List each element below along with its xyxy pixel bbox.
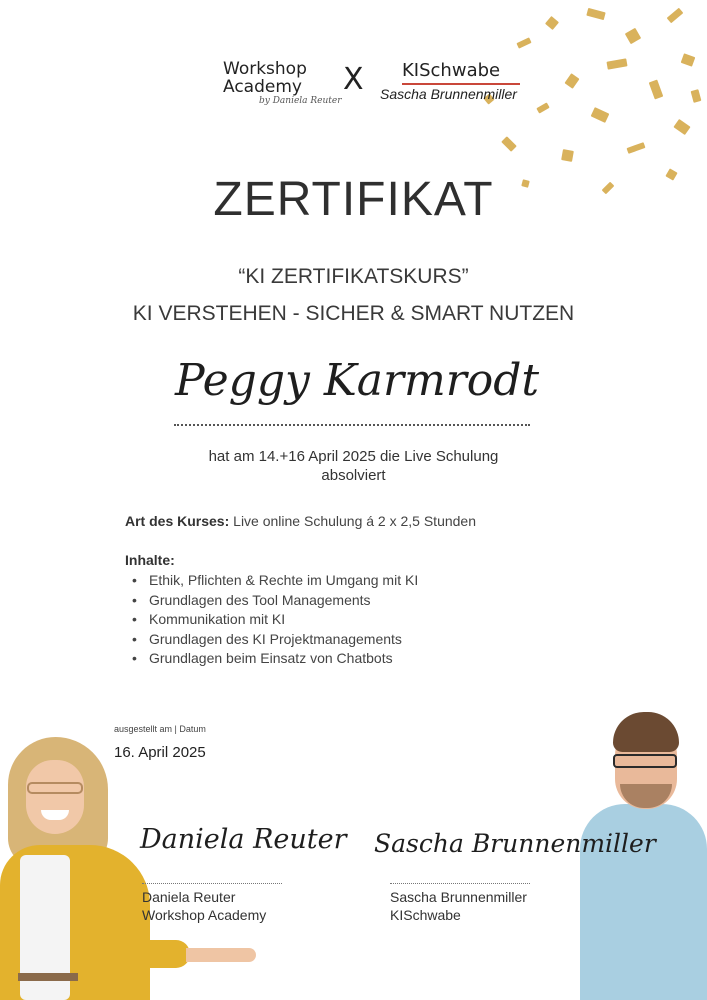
course-type-value: Live online Schulung á 2 x 2,5 Stunden: [229, 513, 477, 529]
signatory-left: [142, 888, 266, 924]
list-item: • Grundlagen des Tool Managements: [132, 591, 418, 611]
issued-label: ausgestellt am | Datum: [114, 724, 206, 734]
completion-statement: [0, 447, 707, 485]
recipient-dotted-line: [174, 424, 530, 426]
recipient-signature: Peggy Karmrodt: [175, 355, 540, 406]
signature-line-right: [390, 883, 530, 884]
signature-daniela-reuter: Daniela Reuter: [140, 824, 347, 855]
kischwabe-brand: KISchwabe: [402, 60, 501, 81]
logo-line-2: Academy: [223, 77, 302, 97]
presenting-hand: [120, 940, 255, 968]
logo-signature: by Daniela Reuter: [259, 96, 342, 106]
signatory-organization: Workshop Academy: [142, 907, 267, 923]
issued-date: 16. April 2025: [114, 744, 206, 761]
logo-connector: X: [343, 62, 364, 97]
kischwabe-logo: [380, 60, 550, 110]
course-type: [125, 513, 476, 529]
signature-sascha-brunnenmiller: Sascha Brunnenmiller: [374, 829, 656, 858]
kischwabe-underline: [402, 83, 520, 85]
contents-list: [132, 571, 418, 669]
list-item: • Grundlagen des KI Projektmanagements: [132, 630, 418, 650]
signatory-name: Daniela Reuter: [142, 889, 236, 905]
list-item: • Ethik, Pflichten & Rechte im Umgang mit KI: [132, 571, 418, 591]
signatory-organization: KISchwabe: [390, 907, 461, 923]
course-type-label: Art des Kurses:: [125, 513, 230, 529]
logo-line-1: Workshop: [223, 59, 307, 79]
signature-line-left: [142, 883, 282, 884]
course-subtitle: KI VERSTEHEN - SICHER & SMART NUTZEN: [132, 302, 575, 325]
signatory-name: Sascha Brunnenmiller: [390, 889, 527, 905]
list-item: • Grundlagen beim Einsatz von Chatbots: [132, 649, 418, 669]
signatory-right: [390, 888, 527, 924]
certificate-title: ZERTIFIKAT: [213, 173, 494, 226]
contents-heading: Inhalte:: [125, 552, 175, 568]
workshop-academy-logo: [223, 59, 342, 120]
completion-line-1: hat am 14.+16 April 2025 die Live Schulung: [208, 448, 499, 465]
course-name: “KI ZERTIFIKATSKURS”: [238, 265, 469, 288]
list-item: • Kommunikation mit KI: [132, 610, 418, 630]
completion-line-2: absolviert: [321, 467, 386, 484]
kischwabe-person: Sascha Brunnenmiller: [380, 86, 517, 102]
